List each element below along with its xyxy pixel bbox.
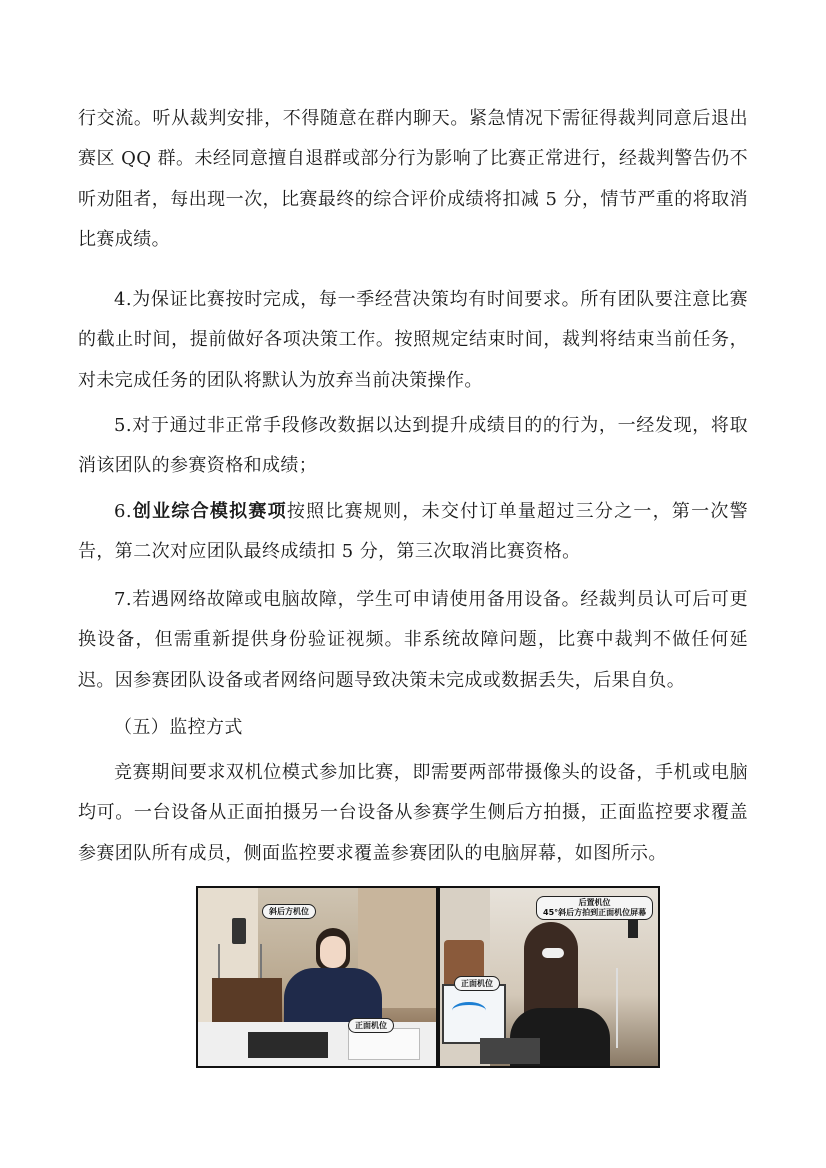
front-camera-label-right: 正面机位 bbox=[454, 976, 500, 991]
rear-caption-line2: 45°斜后方拍到正面机位屏幕 bbox=[543, 908, 647, 917]
rule-6-number: 6. bbox=[114, 501, 132, 522]
rule-6-text: 按照比赛规则，未交付订单量超过三分之一，第一次警告，第二次对应团队最终成绩扣 5 分，第三次取消比赛资格。 bbox=[78, 501, 748, 563]
camera-setup-figure bbox=[196, 886, 660, 1068]
paragraph-rule-7: 7.若遇网络故障或电脑故障，学生可申请使用备用设备。经裁判员认可后可更换设备，但需重新提供身份验证视频。非系统故障问题，比赛中裁判不做任何延迟。因参赛团队设备或者网络问题导致决策未完成或数据丢失，后果自负。 bbox=[78, 589, 748, 691]
front-view-photo bbox=[198, 888, 436, 1066]
rear-caption-line1: 后置机位 bbox=[578, 898, 611, 907]
rear-camera-caption bbox=[536, 896, 653, 920]
paragraph-rule-4: 4.为保证比赛按时完成，每一季经营决策均有时间要求。所有团队要注意比赛的截止时间，提前做好各项决策工作。按照规定结束时间，裁判将结束当前任务，对未完成任务的团队将默认为放弃当前决策操作。 bbox=[78, 289, 748, 391]
rear-view-photo bbox=[440, 888, 658, 1066]
paragraph-rule-5: 5.对于通过非正常手段修改数据以达到提升成绩目的的行为，一经发现，将取消该团队的参赛资格和成绩； bbox=[78, 415, 748, 477]
paragraph-monitoring: 竞赛期间要求双机位模式参加比赛，即需要两部带摄像头的设备，手机或电脑均可。一台设备从正面拍摄另一台设备从参赛学生侧后方拍摄，正面监控要求覆盖参赛团队所有成员，侧面监控要求覆盖参赛团队的电脑屏幕，如图所示。 bbox=[78, 762, 748, 864]
paragraph-rules-continued: 行交流。听从裁判安排，不得随意在群内聊天。紧急情况下需征得裁判同意后退出赛区 QQ 群。未经同意擅自退群或部分行为影响了比赛正常进行，经裁判警告仍不听劝阻者，每出现一次，比赛最终的综合评价成绩将扣减 5 分，情节严重的将取消比赛成绩。 bbox=[78, 108, 748, 250]
front-camera-label-left: 正面机位 bbox=[348, 1018, 394, 1033]
paragraph-rule-6 bbox=[78, 492, 748, 573]
rule-6-bold-term: 创业综合模拟赛项 bbox=[131, 501, 287, 522]
rear-camera-label: 斜后方机位 bbox=[262, 904, 316, 919]
section-heading-monitoring: （五）监控方式 bbox=[114, 717, 243, 738]
